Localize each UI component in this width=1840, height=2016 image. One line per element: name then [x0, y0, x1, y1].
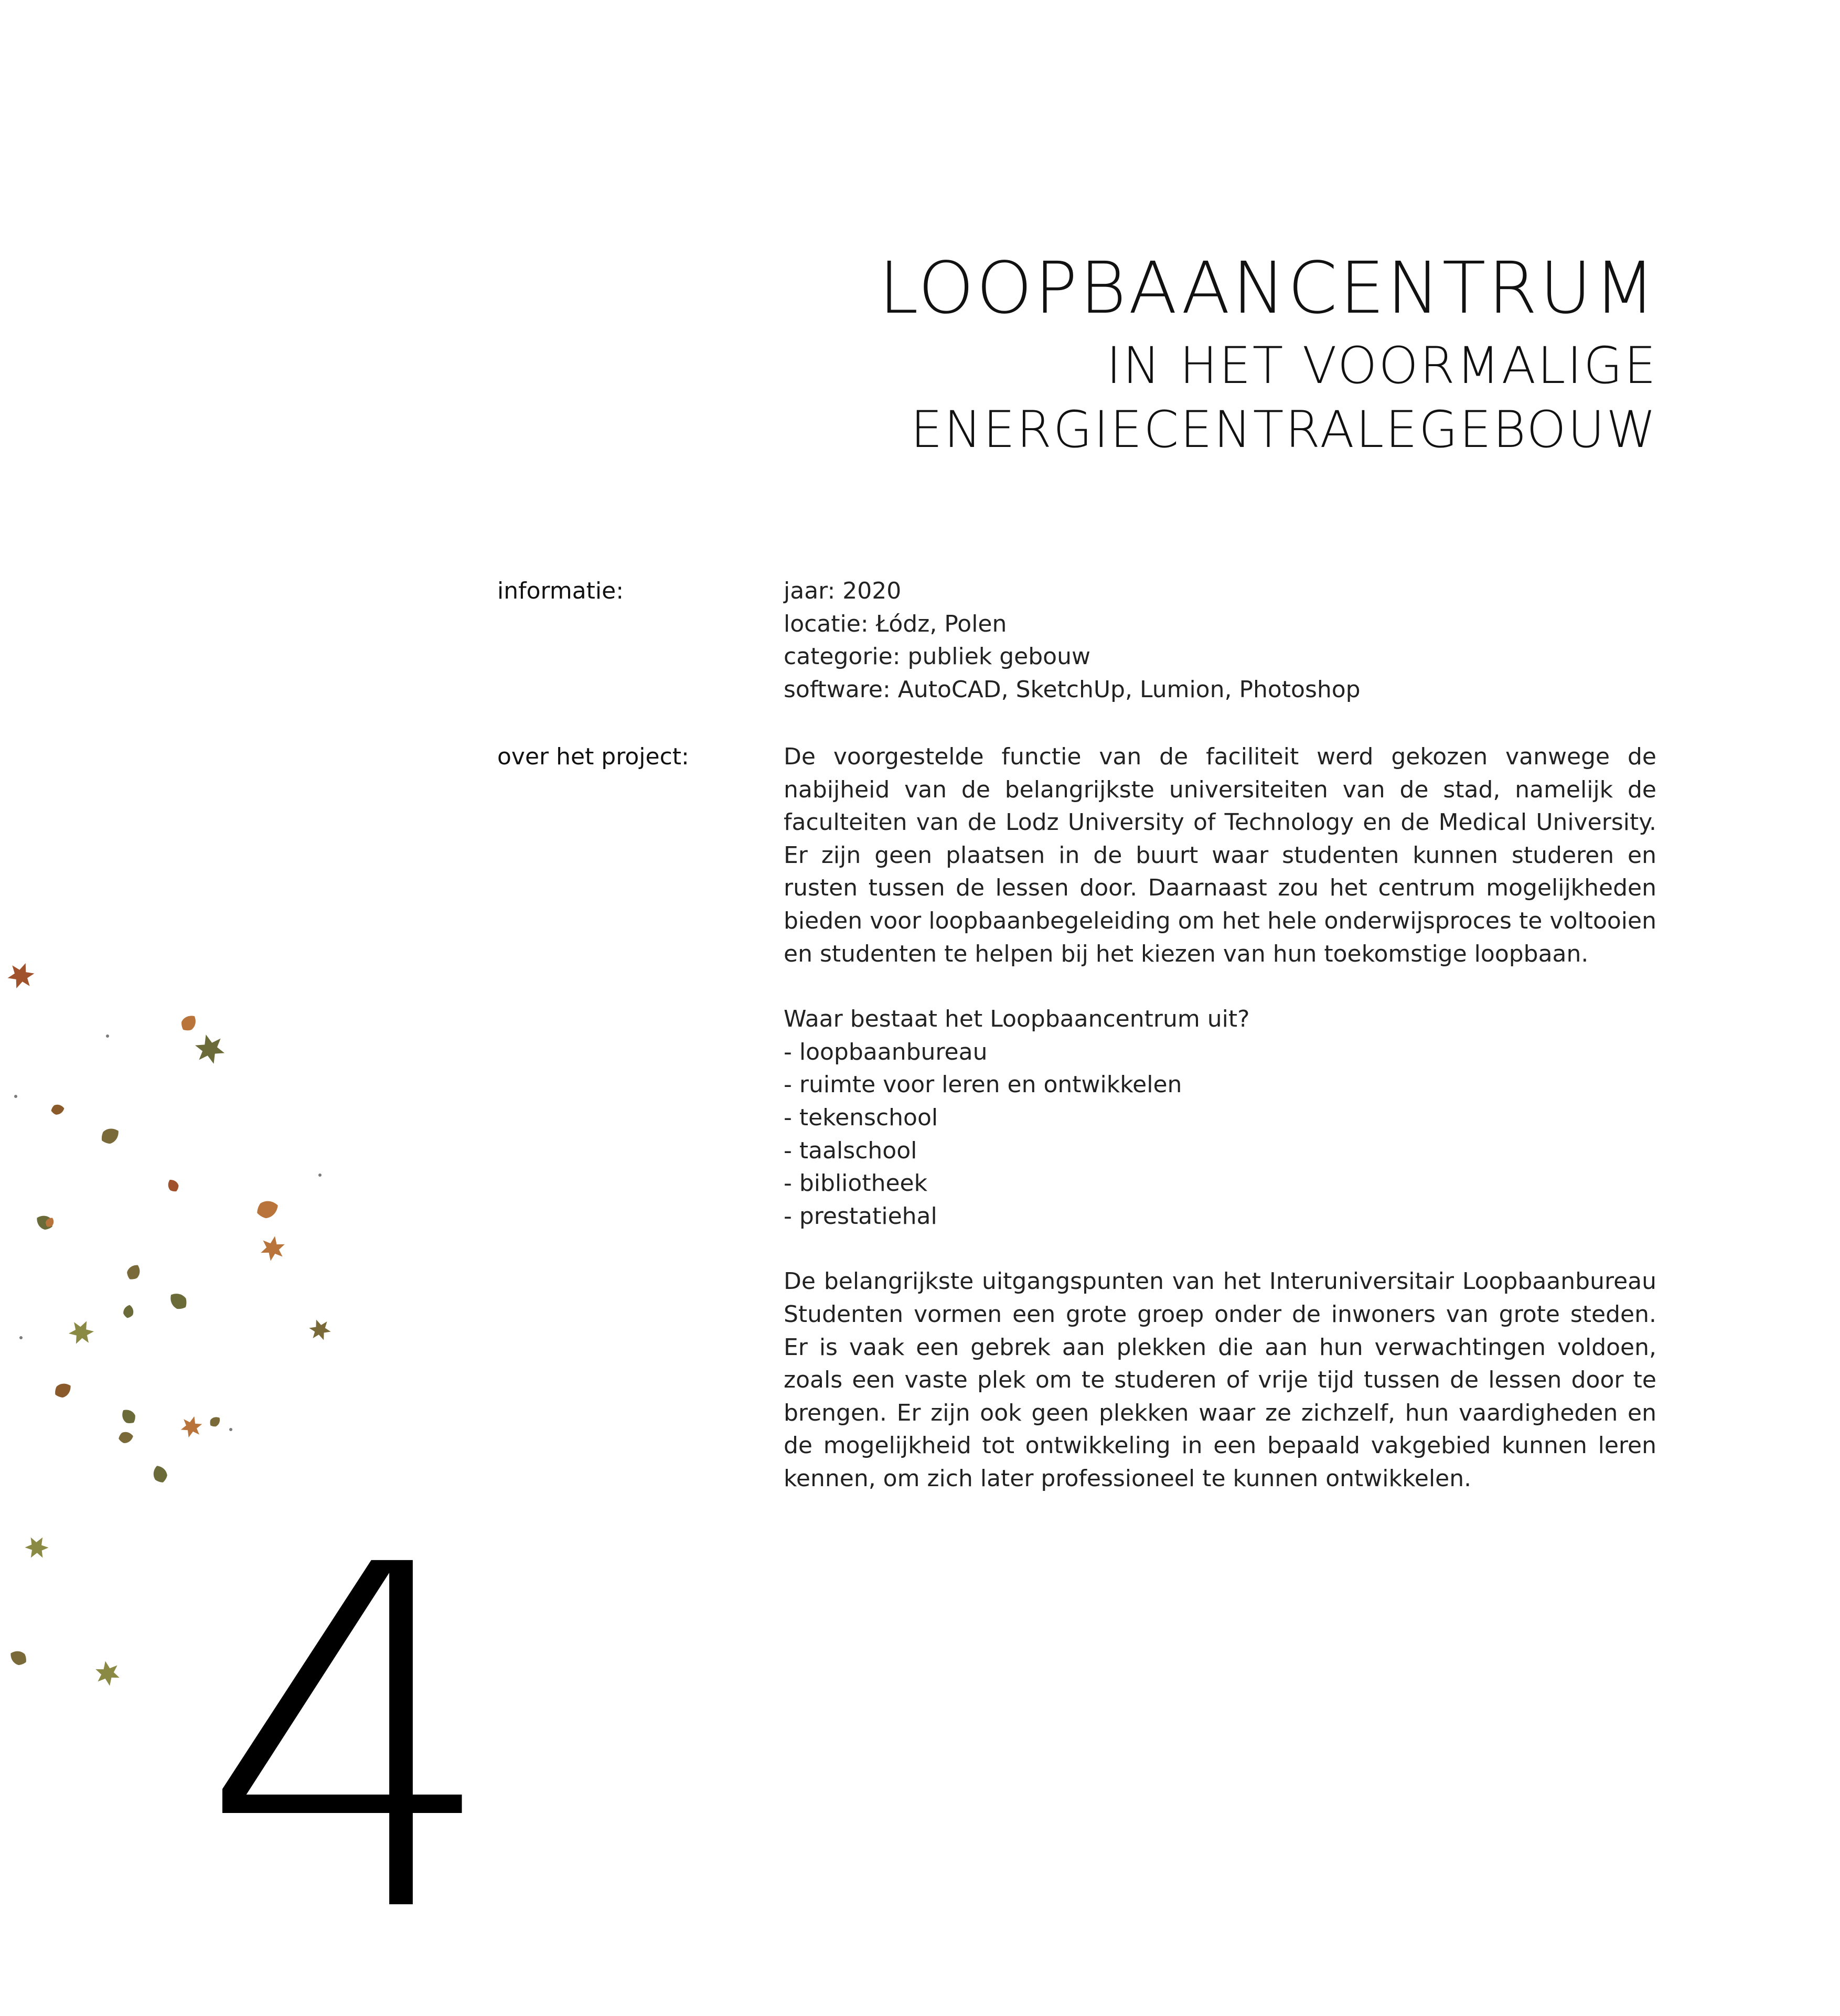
- about-paragraph-3-body: Studenten vormen een grote groep onder de inwoners van grote steden. Er is vaak een gebrek aan plekken die aan hun verwachtingen voldoen, zoals een vaste plek om te studeren of vrije tijd tussen de lessen door te brengen. Er zijn ook geen plekken waar ze zichzelf, hun vaardigheden en de mogelijkheid tot ontwikkeling in een bepaald vakgebied kunnen leren kennen, om zich later professioneel te kunnen ontwikkelen.: [784, 1300, 1656, 1492]
- about-paragraph-1: De voorgestelde functie van de faciliteit werd gekozen vanwege de nabijheid van de belangrijkste universiteiten van de stad, namelijk de faculteiten van de Lodz University of Technology en de Medical University. Er zijn geen plaatsen in de buurt waar studenten kunnen studeren en rusten tussen de lessen door. Daarnaast zou het centrum mogelijkheden bieden voor loopbaanbegeleiding om het hele onderwijsproces te voltooien en studenten te helpen bij het kiezen van hun toekomstige loopbaan.: [784, 743, 1656, 967]
- info-software: software: AutoCAD, SketchUp, Lumion, Photoshop: [784, 676, 1361, 703]
- list-item: - loopbaanbureau: [784, 1038, 988, 1065]
- about-paragraph-3-heading: De belangrijkste uitgangspunten van het Interuniversitair Loopbaanbureau: [784, 1268, 1656, 1295]
- about-paragraph-3: [784, 1265, 1656, 1298]
- page-subtitle-line1: IN HET VOORMALIGE: [1106, 336, 1657, 395]
- page-subtitle-line2: ENERGIECENTRALEGEBOUW: [911, 400, 1657, 459]
- page-title: LOOPBAANCENTRUM: [879, 247, 1657, 330]
- list-item: - ruimte voor leren en ontwikkelen: [784, 1071, 1182, 1098]
- about-block: [784, 741, 1656, 1495]
- about-label: over het project:: [497, 743, 689, 770]
- page-number: 4: [199, 1467, 500, 2016]
- title-block: [879, 247, 1657, 462]
- info-year: jaar: 2020: [784, 578, 902, 604]
- info-location: locatie: Łódz, Polen: [784, 610, 1007, 637]
- list-item: - prestatiehal: [784, 1202, 937, 1230]
- info-label: informatie:: [497, 578, 624, 604]
- about-list-heading: Waar bestaat het Loopbaancentrum uit?: [784, 1006, 1250, 1033]
- list-item: - taalschool: [784, 1137, 917, 1164]
- list-item: - tekenschool: [784, 1104, 938, 1131]
- info-block: [784, 575, 1656, 706]
- list-item: - bibliotheek: [784, 1170, 928, 1197]
- info-category: categorie: publiek gebouw: [784, 643, 1090, 670]
